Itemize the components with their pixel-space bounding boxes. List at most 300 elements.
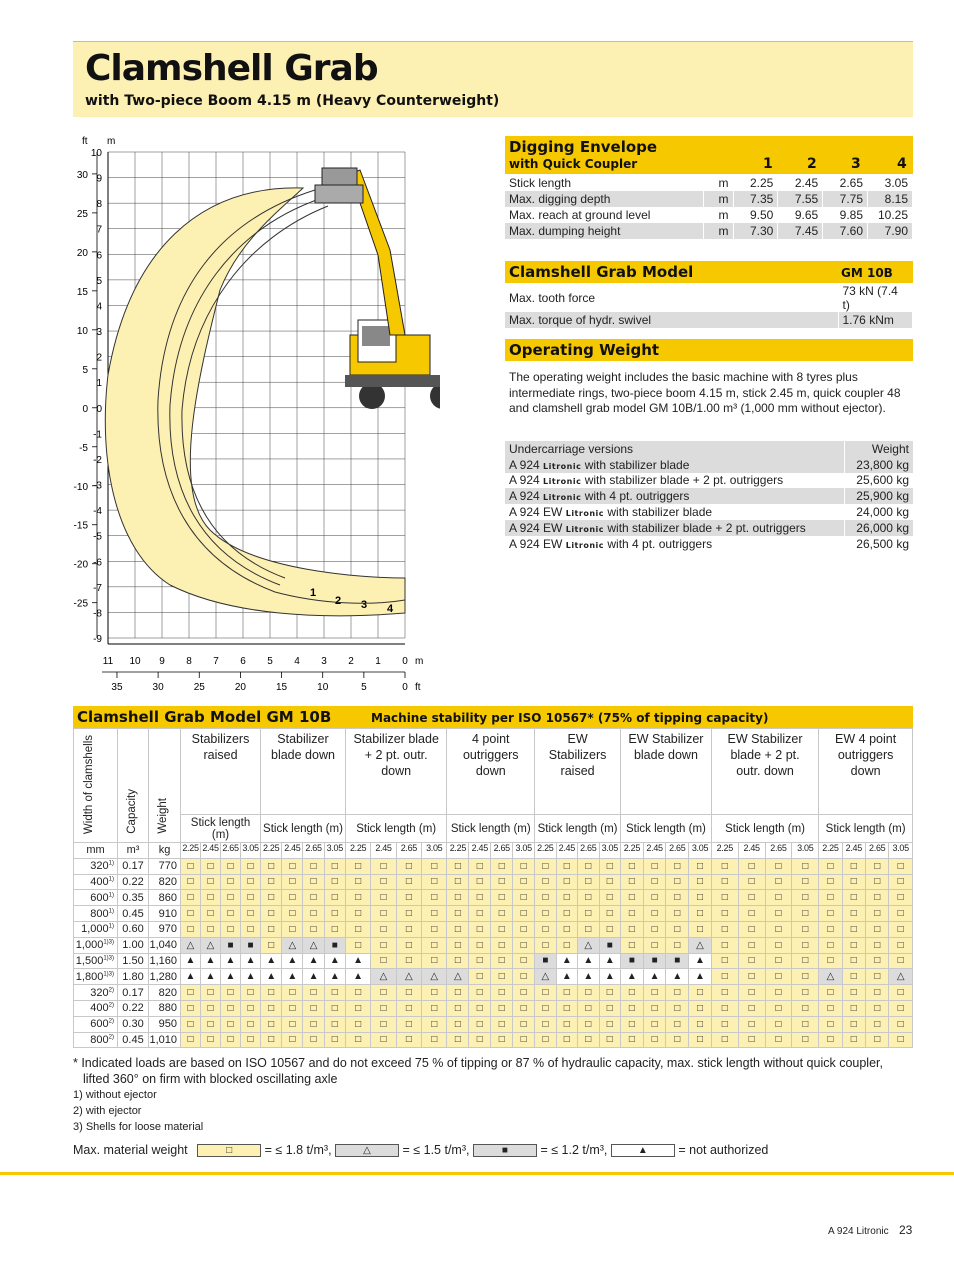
stability-cell: ▲ [282,969,303,985]
stability-cell: □ [792,937,819,953]
stability-cell: □ [422,937,447,953]
model-header [505,261,913,283]
x-tick-m: 7 [213,656,219,667]
stability-cell: △ [181,937,201,953]
y-tick-m: 2 [96,352,102,364]
stick-value: 2.45 [282,843,303,859]
stability-header [73,706,913,728]
stability-cell: □ [422,1000,447,1016]
model-name: GM 10B [841,266,893,280]
stability-cell: ▲ [578,969,599,985]
excavator-illustration [315,168,440,409]
stick-value: 2.45 [201,843,221,859]
stability-cell: □ [221,890,241,906]
stability-cell: □ [711,858,738,874]
stability-cell: □ [792,1016,819,1032]
stick-length-label: Stick length (m) [447,815,535,843]
stability-cell: □ [792,890,819,906]
stability-cell: □ [371,890,396,906]
stability-cell: □ [711,953,738,969]
stability-cell: □ [819,874,842,890]
stability-cell: ▲ [303,953,324,969]
stability-cell: □ [535,1000,556,1016]
stability-row [74,985,913,1001]
stability-cell: □ [711,1000,738,1016]
stability-cell: □ [261,937,282,953]
stability-cell: □ [303,1000,324,1016]
stability-cell: □ [371,953,396,969]
stability-cell: □ [819,890,842,906]
digging-row [505,191,913,207]
capacity-value: 0.17 [118,858,149,874]
stability-cell: □ [711,985,738,1001]
weight-title: Operating Weight [509,341,660,359]
stability-cell: □ [689,1000,712,1016]
stability-cell: □ [261,985,282,1001]
capacity-value: 1.80 [118,969,149,985]
width-footnote: 2) [108,1034,114,1041]
stability-cell: □ [261,858,282,874]
weight-value: 820 [149,985,181,1001]
page-subtitle: with Two-piece Boom 4.15 m (Heavy Counterweight) [85,93,500,109]
stability-cell: □ [578,1000,599,1016]
stability-cell: □ [819,858,842,874]
stability-cell: ■ [324,937,345,953]
digging-row [505,223,913,239]
stability-cell: ■ [666,953,689,969]
stability-cell: □ [201,985,221,1001]
m-unit-label: m [107,136,116,147]
stability-cell: ▲ [666,969,689,985]
stability-cell: □ [513,953,535,969]
digging-row-label: Max. dumping height [505,223,703,239]
x-tick-m: 2 [348,656,354,667]
stability-cell: ▲ [643,969,666,985]
stability-cell: □ [469,969,491,985]
weight-row-version: with stabilizer blade [584,457,690,472]
stability-cell: □ [181,890,201,906]
stability-cell: □ [819,906,842,922]
stability-cell: □ [447,890,469,906]
digging-row-unit: m [703,223,733,239]
stability-cell: □ [738,937,765,953]
y-tick-m: 3 [96,327,102,339]
stability-cell: □ [303,858,324,874]
y-tick-m: -2 [93,454,102,466]
stability-cell: □ [866,874,889,890]
stability-cell: □ [819,985,842,1001]
weight-row-version: with stabilizer blade + 2 pt. outriggers [607,520,806,535]
legend-item-2: = ≤ 1.5 t/m³, [402,1143,470,1157]
x-tick-m: 11 [102,656,114,667]
stability-cell: □ [866,921,889,937]
group-header [819,729,913,815]
stability-cell: □ [396,1016,421,1032]
stability-cell: □ [201,921,221,937]
capacity-label: Capacity [126,789,138,834]
stability-subtitle: Machine stability per ISO 10567* (75% of tipping capacity) [371,711,769,725]
footer-page: 23 [899,1223,913,1237]
weight-row-version: with stabilizer blade + 2 pt. outriggers [584,473,784,488]
stability-cell: □ [738,1032,765,1048]
weight-row-value: 26,500 kg [845,536,913,552]
stability-cell: ■ [241,937,261,953]
stability-cell: □ [491,874,513,890]
digging-header [505,136,913,174]
digging-value: 7.30 [733,223,778,239]
digging-table [505,175,913,239]
group-header [447,729,535,815]
stability-cell: □ [842,937,865,953]
stability-cell: □ [738,969,765,985]
stability-row [74,906,913,922]
stability-cell: □ [513,969,535,985]
stability-cell: □ [513,1016,535,1032]
stability-cell: □ [621,985,644,1001]
stick-length-label: Stick length (m) [261,815,346,843]
stability-cell: ▲ [303,969,324,985]
stability-cell: □ [792,969,819,985]
stability-cell: □ [621,937,644,953]
stick-value: 2.25 [345,843,370,859]
capacity-value: 0.30 [118,1016,149,1032]
capacity-value: 0.17 [118,985,149,1001]
y-tick-m: 5 [96,275,102,287]
litronic-logo: Litronic [543,461,582,471]
stick-value: 2.65 [765,843,792,859]
stability-cell: □ [643,1000,666,1016]
digging-row-label: Max. digging depth [505,191,703,207]
x-tick-ft: 30 [152,682,164,690]
stability-cell: □ [621,906,644,922]
stability-cell: □ [282,874,303,890]
stability-cell: □ [282,858,303,874]
y-tick-ft: 30 [76,169,88,181]
stability-cell: □ [689,985,712,1001]
width-footnote: 1) [108,860,114,867]
stability-cell: □ [556,1016,577,1032]
stability-cell: □ [447,906,469,922]
stability-cell: □ [491,1000,513,1016]
stability-row [74,969,913,985]
stability-cell: □ [221,906,241,922]
stability-cell: □ [621,858,644,874]
stability-cell: □ [711,921,738,937]
width-value: 1,000 [81,923,109,936]
stability-cell: □ [181,1032,201,1048]
weight-row-value: 26,000 kg [845,520,913,536]
stability-cell: □ [621,921,644,937]
stability-cell: □ [643,874,666,890]
stability-cell: □ [396,890,421,906]
digging-value: 2.65 [823,175,868,191]
stability-table [73,728,913,1048]
digging-row-unit: m [703,191,733,207]
stability-cell: □ [447,858,469,874]
stability-cell: □ [345,874,370,890]
stability-cell: □ [469,906,491,922]
clamshell-width [74,1016,118,1032]
stability-cell: □ [181,1016,201,1032]
stability-cell: □ [738,985,765,1001]
weight-value: 1,040 [149,937,181,953]
stability-cell: □ [491,969,513,985]
digging-value: 7.35 [733,191,778,207]
digging-row-label: Stick length [505,175,703,191]
weight-value: 1,160 [149,953,181,969]
group-header [621,729,712,815]
y-tick-m: 1 [96,378,102,390]
stability-cell: □ [303,890,324,906]
stability-cell: □ [765,858,792,874]
stability-cell: □ [303,1032,324,1048]
stability-cell: □ [345,937,370,953]
stability-cell: ▲ [345,953,370,969]
stick-value: 2.65 [866,843,889,859]
stability-cell: □ [447,985,469,1001]
weight-row-model: A 924 EW [509,536,563,551]
stability-cell: □ [345,985,370,1001]
stability-cell: ▲ [324,953,345,969]
legend [73,1143,768,1157]
group-header [261,729,346,815]
stability-cell: □ [324,921,345,937]
stability-cell: □ [842,874,865,890]
stability-cell: □ [422,890,447,906]
group-label: EW Stabilizer blade + 2 pt. outr. down [727,732,803,778]
group-label: EW 4 point outriggers down [835,732,897,778]
stability-cell: △ [371,969,396,985]
stability-cell: □ [889,1016,913,1032]
stability-cell: □ [261,906,282,922]
weight-row [505,473,913,489]
y-tick-m: -1 [93,429,102,441]
ft-unit-label: ft [82,136,88,147]
capacity-value: 1.50 [118,953,149,969]
page-title: Clamshell Grab [85,48,378,89]
digging-subtitle: with Quick Coupler [509,157,638,171]
stability-cell: △ [282,937,303,953]
stability-cell: □ [556,906,577,922]
stability-cell: □ [221,1016,241,1032]
stability-cell: □ [556,937,577,953]
note-3: 3) Shells for loose material [73,1121,204,1133]
x-tick-ft: 10 [317,682,329,690]
stability-cell: □ [599,858,621,874]
model-title: Clamshell Grab Model [509,263,694,281]
stick-value: 2.25 [447,843,469,859]
capacity-value: 1.00 [118,937,149,953]
weight-row-model: A 924 EW [509,505,563,520]
stability-cell: □ [422,874,447,890]
width-value: 1,500 [75,954,104,967]
litronic-logo: Litronic [543,493,582,503]
litronic-logo: Litronic [543,477,582,487]
stability-cell: □ [422,906,447,922]
stability-cell: □ [491,985,513,1001]
stability-cell: □ [535,937,556,953]
stability-cell: □ [578,906,599,922]
clamshell-width [74,890,118,906]
stability-cell: □ [261,1016,282,1032]
x-unit-m: m [415,656,424,667]
stability-cell: □ [469,921,491,937]
stability-cell: □ [578,921,599,937]
stability-cell: □ [792,921,819,937]
stability-cell: □ [889,1032,913,1048]
stability-cell: □ [282,985,303,1001]
stability-cell: □ [447,874,469,890]
stability-cell: □ [201,874,221,890]
weight-header [149,729,181,843]
stability-cell: □ [513,985,535,1001]
x-tick-m: 3 [321,656,327,667]
curve-label-2: 2 [335,595,342,607]
clamshell-width [74,953,118,969]
capacity-value: 0.45 [118,906,149,922]
digging-value: 7.45 [778,223,823,239]
stability-cell: □ [241,1016,261,1032]
stability-cell: □ [842,890,865,906]
stability-cell: □ [819,921,842,937]
capacity-value: 0.35 [118,890,149,906]
weight-value: 820 [149,874,181,890]
group-header [181,729,261,815]
stability-row [74,1016,913,1032]
stability-cell: □ [866,985,889,1001]
stick-value: 2.25 [181,843,201,859]
stability-cell: □ [422,1016,447,1032]
stability-cell: □ [643,858,666,874]
stability-cell: □ [282,1000,303,1016]
stability-cell: □ [513,906,535,922]
stability-cell: □ [371,858,396,874]
capacity-value: 0.22 [118,874,149,890]
stability-cell: ▲ [201,953,221,969]
stability-cell: □ [371,874,396,890]
stability-cell: □ [666,985,689,1001]
stability-cell: □ [866,937,889,953]
stability-cell: □ [792,874,819,890]
stability-cell: □ [422,921,447,937]
digging-row [505,175,913,191]
stability-cell: ▲ [261,969,282,985]
width-footnote: 2) [108,1002,114,1009]
stability-cell: □ [765,890,792,906]
weight-row-value: 25,900 kg [845,488,913,504]
stability-cell: □ [738,858,765,874]
stability-cell: □ [866,1016,889,1032]
capacity-value: 0.60 [118,921,149,937]
width-value: 800 [90,907,109,920]
digging-value: 7.75 [823,191,868,207]
stability-row [74,874,913,890]
stability-cell: □ [324,858,345,874]
stability-cell: □ [447,921,469,937]
stability-cell: □ [689,874,712,890]
stability-cell: ■ [643,953,666,969]
stability-cell: □ [738,1016,765,1032]
stability-cell: □ [866,1032,889,1048]
weight-head-left: Undercarriage versions [505,441,845,457]
stability-row [74,890,913,906]
stability-cell: □ [221,874,241,890]
width-value: 600 [90,1018,109,1031]
stability-cell: □ [469,1016,491,1032]
stability-cell: ■ [621,953,644,969]
stability-cell: □ [491,1016,513,1032]
stability-cell: □ [578,1032,599,1048]
stability-cell: ▲ [261,953,282,969]
digging-row-unit: m [703,207,733,223]
weight-row [505,536,913,552]
legend-black-triangle-symbol: ▲ [611,1144,675,1157]
stick-value: 2.45 [371,843,396,859]
legend-item-4: = not authorized [678,1143,769,1157]
digging-row [505,207,913,223]
stick-value: 2.45 [469,843,491,859]
stability-cell: □ [282,921,303,937]
stability-cell: □ [738,953,765,969]
stick-length-label: Stick length (m) [711,815,818,843]
stability-cell: △ [535,969,556,985]
stability-cell: □ [345,858,370,874]
stability-cell: ▲ [578,953,599,969]
digging-value: 7.60 [823,223,868,239]
stability-cell: □ [842,1016,865,1032]
width-footnote: 1)3) [103,939,114,946]
stability-cell: □ [711,1016,738,1032]
width-value: 400 [90,875,109,888]
stick-value: 2.25 [621,843,644,859]
stability-cell: □ [345,1016,370,1032]
stability-cell: □ [666,874,689,890]
stability-cell: □ [819,1016,842,1032]
stability-cell: □ [469,858,491,874]
stability-cell: □ [241,858,261,874]
stick-value: 3.05 [513,843,535,859]
stability-cell: □ [201,1000,221,1016]
group-label: Stabilizer blade down [271,732,335,762]
y-tick-ft: -10 [73,481,88,493]
stability-cell: □ [599,874,621,890]
width-header [74,729,118,843]
digging-col-3: 3 [851,156,861,172]
stability-cell: □ [396,1032,421,1048]
digging-value: 8.15 [868,191,913,207]
stability-cell: □ [765,937,792,953]
weight-header [505,339,913,361]
stability-cell: □ [889,874,913,890]
weight-row-value: 25,600 kg [845,473,913,489]
stability-cell: □ [689,921,712,937]
stability-cell: □ [866,969,889,985]
stability-cell: □ [765,1032,792,1048]
stability-cell: □ [689,1032,712,1048]
stability-cell: □ [241,985,261,1001]
stick-value: 2.45 [842,843,865,859]
y-tick-m: -7 [93,582,102,594]
stability-row [74,1000,913,1016]
y-tick-ft: 25 [76,208,88,220]
digging-value: 7.55 [778,191,823,207]
stability-cell: □ [282,1016,303,1032]
stability-cell: ▲ [599,953,621,969]
x-tick-ft: 5 [361,682,367,690]
stability-cell: □ [396,858,421,874]
stick-value: 3.05 [324,843,345,859]
litronic-logo: Litronic [565,524,605,534]
